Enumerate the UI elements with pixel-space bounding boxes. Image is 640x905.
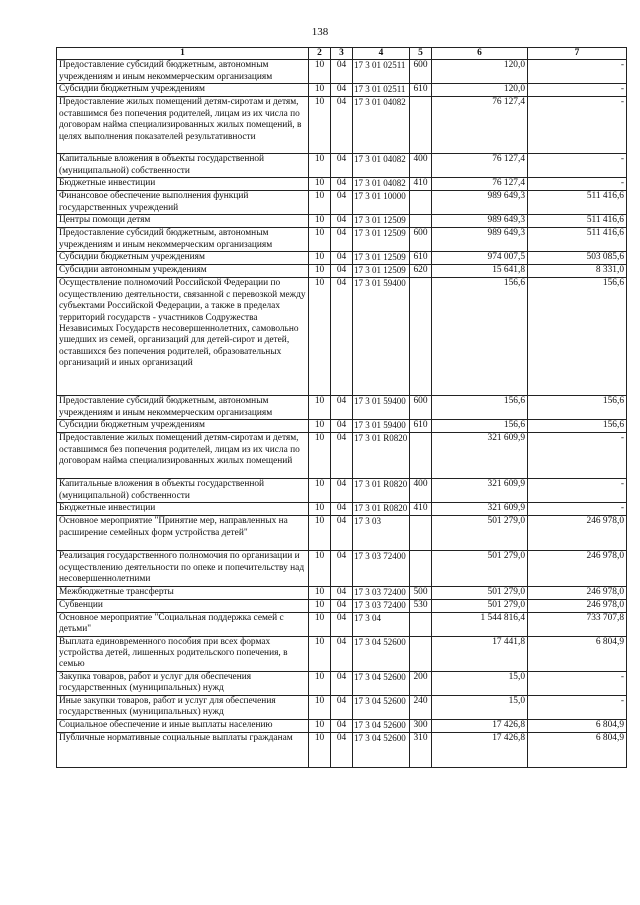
amount-col7: - — [528, 671, 627, 695]
target-article-code: 17 3 04 52600 — [353, 671, 410, 695]
table-row — [57, 479, 627, 503]
subsection-code: 04 — [331, 636, 353, 671]
section-code: 10 — [309, 178, 331, 191]
amount-col6: 501 279,0 — [432, 599, 528, 612]
target-article-code: 17 3 01 04082 — [353, 154, 410, 178]
expense-type-code: 400 — [410, 154, 432, 178]
expense-type-code — [410, 433, 432, 479]
table-row — [57, 60, 627, 84]
amount-col7: 246 978,0 — [528, 586, 627, 599]
amount-col7: - — [528, 503, 627, 516]
row-name: Предоставление жилых помещений детям-сиротам и детям, оставшимся без попечения родителей, лицам из их числа по договорам найма специализированных жилых помещений — [57, 433, 309, 479]
amount-col6: 501 279,0 — [432, 516, 528, 551]
row-name: Предоставление субсидий бюджетным, автономным учреждениям и иным некоммерческим организациям — [57, 228, 309, 252]
expense-type-code: 310 — [410, 732, 432, 767]
expense-type-code: 600 — [410, 228, 432, 252]
amount-col6: 76 127,4 — [432, 178, 528, 191]
row-name: Финансовое обеспечение выполнения функций государственных учреждений — [57, 191, 309, 215]
section-code: 10 — [309, 503, 331, 516]
row-name: Капитальные вложения в объекты государственной (муниципальной) собственности — [57, 154, 309, 178]
expense-type-code — [410, 636, 432, 671]
amount-col6: 321 609,9 — [432, 503, 528, 516]
expense-type-code: 300 — [410, 719, 432, 732]
amount-col7: 511 416,6 — [528, 215, 627, 228]
header-row — [57, 48, 627, 60]
amount-col7: 156,6 — [528, 278, 627, 396]
subsection-code: 04 — [331, 479, 353, 503]
subsection-code: 04 — [331, 732, 353, 767]
amount-col7: 246 978,0 — [528, 599, 627, 612]
table-row — [57, 516, 627, 551]
subsection-code: 04 — [331, 84, 353, 97]
expense-type-code: 410 — [410, 503, 432, 516]
subsection-code: 04 — [331, 60, 353, 84]
table-row — [57, 84, 627, 97]
target-article-code: 17 3 04 52600 — [353, 719, 410, 732]
expense-type-code: 410 — [410, 178, 432, 191]
amount-col7: - — [528, 695, 627, 719]
subsection-code: 04 — [331, 551, 353, 586]
section-code: 10 — [309, 599, 331, 612]
page-number: 138 — [311, 26, 329, 38]
subsection-code: 04 — [331, 612, 353, 636]
target-article-code: 17 3 03 72400 — [353, 551, 410, 586]
expense-type-code — [410, 215, 432, 228]
amount-col6: 974 007,5 — [432, 252, 528, 265]
target-article-code: 17 3 01 02511 — [353, 60, 410, 84]
expense-type-code: 240 — [410, 695, 432, 719]
row-name: Иные закупки товаров, работ и услуг для обеспечения государственных (муниципальных) нужд — [57, 695, 309, 719]
section-code: 10 — [309, 97, 331, 154]
subsection-code: 04 — [331, 695, 353, 719]
subsection-code: 04 — [331, 586, 353, 599]
row-name: Предоставление жилых помещений детям-сиротам и детям, оставшимся без попечения родителей, лицам из их числа по договорам найма специализированных жилых помещений, в целях выполнения показателей результативности — [57, 97, 309, 154]
table-row — [57, 551, 627, 586]
subsection-code: 04 — [331, 178, 353, 191]
amount-col6: 120,0 — [432, 60, 528, 84]
amount-col6: 17 426,8 — [432, 719, 528, 732]
row-name: Центры помощи детям — [57, 215, 309, 228]
expense-type-code: 610 — [410, 84, 432, 97]
expense-type-code — [410, 191, 432, 215]
table-row — [57, 396, 627, 420]
amount-col7: - — [528, 84, 627, 97]
table-row — [57, 599, 627, 612]
section-code: 10 — [309, 84, 331, 97]
column-header: 5 — [410, 48, 432, 60]
subsection-code: 04 — [331, 433, 353, 479]
target-article-code: 17 3 01 12509 — [353, 215, 410, 228]
table-row — [57, 228, 627, 252]
target-article-code: 17 3 01 12509 — [353, 228, 410, 252]
expense-type-code — [410, 612, 432, 636]
amount-col7: 6 804,9 — [528, 732, 627, 767]
row-name: Основное мероприятие "Принятие мер, направленных на расширение семейных форм устройства детей" — [57, 516, 309, 551]
expense-type-code: 530 — [410, 599, 432, 612]
expense-type-code: 400 — [410, 479, 432, 503]
table-row — [57, 636, 627, 671]
amount-col6: 15,0 — [432, 695, 528, 719]
subsection-code: 04 — [331, 252, 353, 265]
expense-type-code — [410, 516, 432, 551]
target-article-code: 17 3 01 10000 — [353, 191, 410, 215]
amount-col6: 120,0 — [432, 84, 528, 97]
section-code: 10 — [309, 252, 331, 265]
amount-col7: 511 416,6 — [528, 191, 627, 215]
table-row — [57, 586, 627, 599]
amount-col7: 156,6 — [528, 420, 627, 433]
section-code: 10 — [309, 636, 331, 671]
target-article-code: 17 3 04 52600 — [353, 636, 410, 671]
expense-type-code: 200 — [410, 671, 432, 695]
section-code: 10 — [309, 420, 331, 433]
amount-col7: - — [528, 433, 627, 479]
column-header: 6 — [432, 48, 528, 60]
section-code: 10 — [309, 191, 331, 215]
table-row — [57, 154, 627, 178]
row-name: Капитальные вложения в объекты государственной (муниципальной) собственности — [57, 479, 309, 503]
target-article-code: 17 3 04 52600 — [353, 732, 410, 767]
target-article-code: 17 3 04 52600 — [353, 695, 410, 719]
table-row — [57, 97, 627, 154]
subsection-code: 04 — [331, 154, 353, 178]
subsection-code: 04 — [331, 671, 353, 695]
subsection-code: 04 — [331, 215, 353, 228]
amount-col7: - — [528, 479, 627, 503]
section-code: 10 — [309, 433, 331, 479]
section-code: 10 — [309, 479, 331, 503]
table-row — [57, 503, 627, 516]
expense-type-code — [410, 551, 432, 586]
target-article-code: 17 3 01 02511 — [353, 84, 410, 97]
section-code: 10 — [309, 551, 331, 586]
expense-type-code: 500 — [410, 586, 432, 599]
target-article-code: 17 3 01 R0820 — [353, 503, 410, 516]
expense-type-code — [410, 278, 432, 396]
row-name: Субвенции — [57, 599, 309, 612]
target-article-code: 17 3 01 12509 — [353, 252, 410, 265]
row-name: Бюджетные инвестиции — [57, 503, 309, 516]
section-code: 10 — [309, 278, 331, 396]
table-row — [57, 265, 627, 278]
section-code: 10 — [309, 612, 331, 636]
column-header: 4 — [353, 48, 410, 60]
subsection-code: 04 — [331, 420, 353, 433]
amount-col6: 156,6 — [432, 396, 528, 420]
table-row — [57, 278, 627, 396]
row-name: Субсидии бюджетным учреждениям — [57, 84, 309, 97]
expense-type-code: 600 — [410, 396, 432, 420]
section-code: 10 — [309, 586, 331, 599]
amount-col7: 503 085,6 — [528, 252, 627, 265]
amount-col6: 321 609,9 — [432, 479, 528, 503]
budget-table — [56, 47, 627, 768]
table-row — [57, 612, 627, 636]
target-article-code: 17 3 01 59400 — [353, 278, 410, 396]
table-row — [57, 695, 627, 719]
amount-col6: 501 279,0 — [432, 551, 528, 586]
table-row — [57, 191, 627, 215]
target-article-code: 17 3 04 — [353, 612, 410, 636]
amount-col6: 156,6 — [432, 278, 528, 396]
row-name: Осуществление полномочий Российской Федерации по осуществлению деятельности, связанной с перевозкой между субъектами Российской Федерации, а также в пределах территорий государств - участников Содружества Независимых Государств несовершеннолетних, самовольно ушедших из семей, организаций для детей-сирот и детей, оставшихся без попечения родителей, образовательных организаций и иных организаций — [57, 278, 309, 396]
amount-col6: 989 649,3 — [432, 228, 528, 252]
subsection-code: 04 — [331, 265, 353, 278]
amount-col6: 321 609,9 — [432, 433, 528, 479]
target-article-code: 17 3 03 72400 — [353, 599, 410, 612]
table-row — [57, 252, 627, 265]
amount-col7: 246 978,0 — [528, 516, 627, 551]
table-row — [57, 732, 627, 767]
subsection-code: 04 — [331, 97, 353, 154]
expense-type-code: 610 — [410, 252, 432, 265]
amount-col6: 17 426,8 — [432, 732, 528, 767]
expense-type-code — [410, 97, 432, 154]
section-code: 10 — [309, 154, 331, 178]
amount-col6: 76 127,4 — [432, 97, 528, 154]
table-row — [57, 719, 627, 732]
target-article-code: 17 3 01 59400 — [353, 396, 410, 420]
target-article-code: 17 3 01 04082 — [353, 178, 410, 191]
amount-col6: 1 544 816,4 — [432, 612, 528, 636]
section-code: 10 — [309, 719, 331, 732]
section-code: 10 — [309, 516, 331, 551]
row-name: Предоставление субсидий бюджетным, автономным учреждениям и иным некоммерческим организациям — [57, 396, 309, 420]
subsection-code: 04 — [331, 228, 353, 252]
target-article-code: 17 3 01 12509 — [353, 265, 410, 278]
amount-col7: - — [528, 97, 627, 154]
amount-col7: 733 707,8 — [528, 612, 627, 636]
table-row — [57, 433, 627, 479]
expense-type-code: 610 — [410, 420, 432, 433]
row-name: Субсидии бюджетным учреждениям — [57, 420, 309, 433]
amount-col7: 8 331,0 — [528, 265, 627, 278]
amount-col7: 246 978,0 — [528, 551, 627, 586]
subsection-code: 04 — [331, 719, 353, 732]
amount-col7: 156,6 — [528, 396, 627, 420]
table-row — [57, 420, 627, 433]
amount-col7: - — [528, 60, 627, 84]
amount-col6: 15 641,8 — [432, 265, 528, 278]
target-article-code: 17 3 03 72400 — [353, 586, 410, 599]
row-name: Субсидии бюджетным учреждениям — [57, 252, 309, 265]
amount-col7: 6 804,9 — [528, 719, 627, 732]
expense-type-code: 600 — [410, 60, 432, 84]
amount-col7: - — [528, 178, 627, 191]
amount-col6: 989 649,3 — [432, 191, 528, 215]
target-article-code: 17 3 01 59400 — [353, 420, 410, 433]
subsection-code: 04 — [331, 278, 353, 396]
amount-col6: 156,6 — [432, 420, 528, 433]
row-name: Социальное обеспечение и иные выплаты населению — [57, 719, 309, 732]
row-name: Реализация государственного полномочия по организации и осуществлению деятельности по опеке и попечительству над несовершеннолетними — [57, 551, 309, 586]
section-code: 10 — [309, 60, 331, 84]
row-name: Основное мероприятие "Социальная поддержка семей с детьми" — [57, 612, 309, 636]
row-name: Закупка товаров, работ и услуг для обеспечения государственных (муниципальных) нужд — [57, 671, 309, 695]
row-name: Бюджетные инвестиции — [57, 178, 309, 191]
row-name: Межбюджетные трансферты — [57, 586, 309, 599]
table-row — [57, 215, 627, 228]
section-code: 10 — [309, 228, 331, 252]
section-code: 10 — [309, 215, 331, 228]
amount-col6: 989 649,3 — [432, 215, 528, 228]
row-name: Публичные нормативные социальные выплаты гражданам — [57, 732, 309, 767]
row-name: Субсидии автономным учреждениям — [57, 265, 309, 278]
amount-col6: 501 279,0 — [432, 586, 528, 599]
amount-col6: 17 441,8 — [432, 636, 528, 671]
subsection-code: 04 — [331, 516, 353, 551]
amount-col7: - — [528, 154, 627, 178]
subsection-code: 04 — [331, 396, 353, 420]
amount-col7: 511 416,6 — [528, 228, 627, 252]
subsection-code: 04 — [331, 599, 353, 612]
section-code: 10 — [309, 265, 331, 278]
table-row — [57, 178, 627, 191]
target-article-code: 17 3 03 — [353, 516, 410, 551]
column-header: 3 — [331, 48, 353, 60]
subsection-code: 04 — [331, 503, 353, 516]
expense-type-code: 620 — [410, 265, 432, 278]
amount-col7: 6 804,9 — [528, 636, 627, 671]
column-header: 7 — [528, 48, 627, 60]
amount-col6: 15,0 — [432, 671, 528, 695]
row-name: Предоставление субсидий бюджетным, автономным учреждениям и иным некоммерческим организациям — [57, 60, 309, 84]
section-code: 10 — [309, 671, 331, 695]
target-article-code: 17 3 01 04082 — [353, 97, 410, 154]
section-code: 10 — [309, 396, 331, 420]
row-name: Выплата единовременного пособия при всех формах устройства детей, лишенных родительского попечения, в семью — [57, 636, 309, 671]
target-article-code: 17 3 01 R0820 — [353, 479, 410, 503]
section-code: 10 — [309, 732, 331, 767]
subsection-code: 04 — [331, 191, 353, 215]
section-code: 10 — [309, 695, 331, 719]
table-row — [57, 671, 627, 695]
column-header: 2 — [309, 48, 331, 60]
target-article-code: 17 3 01 R0820 — [353, 433, 410, 479]
column-header: 1 — [57, 48, 309, 60]
amount-col6: 76 127,4 — [432, 154, 528, 178]
